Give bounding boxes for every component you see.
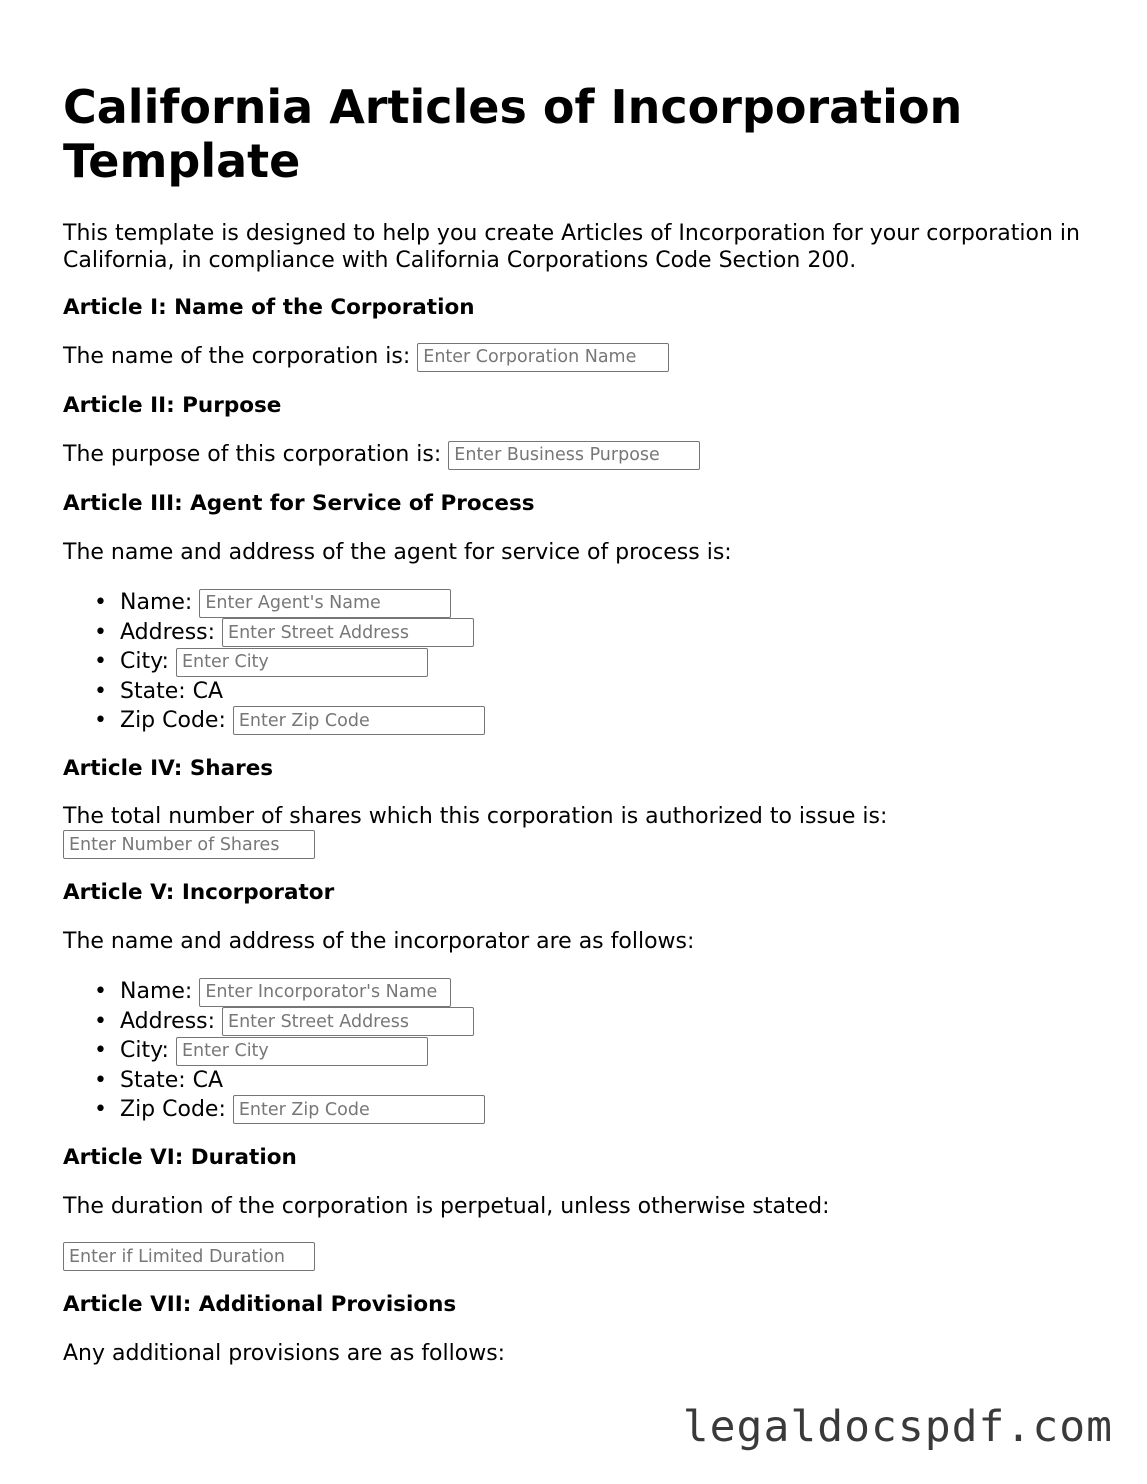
article-7-heading: Article VII: Additional Provisions: [63, 1292, 457, 1317]
agent-name-label: Name:: [120, 590, 193, 615]
agent-state-text: State: CA: [120, 678, 224, 704]
agent-zip-input[interactable]: [233, 706, 485, 735]
article-3-heading: Article III: Agent for Service of Process: [63, 491, 535, 516]
list-item: [94, 1066, 1093, 1095]
number-of-shares-input[interactable]: [63, 830, 315, 859]
article-4-label: The total number of shares which this corporation is authorized to issue is:: [63, 804, 888, 829]
bullet-icon: •: [94, 1096, 107, 1122]
bullet-icon: •: [94, 1067, 107, 1093]
watermark: legaldocspdf.com: [682, 1402, 1113, 1452]
incorporator-details-list: [63, 977, 1093, 1124]
article-2-label: The purpose of this corporation is:: [63, 442, 442, 467]
bullet-icon: •: [94, 649, 107, 674]
article-7-label: Any additional provisions are as follows:: [63, 1341, 506, 1366]
agent-details-list: [63, 588, 1093, 735]
bullet-icon: •: [94, 619, 107, 645]
incorporator-city-label: City:: [120, 1038, 169, 1063]
article-1-section: [63, 294, 1093, 372]
article-6-label: The duration of the corporation is perpetual, unless otherwise stated:: [63, 1194, 830, 1219]
list-item: [94, 706, 1093, 736]
bullet-icon: •: [94, 979, 107, 1004]
agent-city-label: City:: [120, 649, 169, 674]
article-1-heading: Article I: Name of the Corporation: [63, 295, 475, 320]
bullet-icon: •: [94, 1008, 107, 1034]
list-item: [94, 1095, 1093, 1125]
incorporator-state-text: State: CA: [120, 1067, 224, 1093]
article-1-line: [63, 342, 1093, 372]
article-2-heading: Article II: Purpose: [63, 393, 282, 418]
article-5-label: The name and address of the incorporator are as follows:: [63, 929, 695, 954]
article-5-section: [63, 879, 1093, 1124]
page-title: California Articles of Incorporation Template: [63, 80, 963, 188]
article-5-heading: Article V: Incorporator: [63, 880, 335, 905]
list-item: [94, 618, 1093, 648]
document-page: [63, 80, 1093, 1389]
list-item: [94, 647, 1093, 677]
bullet-icon: •: [94, 590, 107, 615]
agent-name-input[interactable]: [199, 589, 451, 618]
article-3-section: [63, 490, 1093, 735]
article-3-label: The name and address of the agent for service of process is:: [63, 540, 732, 565]
agent-zip-label: Zip Code:: [120, 707, 226, 733]
list-item: [94, 677, 1093, 706]
bullet-icon: •: [94, 678, 107, 704]
article-4-section: [63, 755, 1093, 859]
incorporator-name-label: Name:: [120, 979, 193, 1004]
bullet-icon: •: [94, 707, 107, 733]
business-purpose-input[interactable]: [448, 441, 700, 470]
list-item: [94, 588, 1093, 618]
list-item: [94, 1007, 1093, 1037]
incorporator-zip-input[interactable]: [233, 1095, 485, 1124]
article-2-line: [63, 440, 1093, 470]
incorporator-name-input[interactable]: [199, 978, 451, 1007]
article-1-label: The name of the corporation is:: [63, 344, 411, 369]
agent-address-input[interactable]: [222, 618, 474, 647]
incorporator-zip-label: Zip Code:: [120, 1096, 226, 1122]
incorporator-address-input[interactable]: [222, 1007, 474, 1036]
article-2-section: [63, 392, 1093, 470]
article-7-section: [63, 1291, 1093, 1369]
limited-duration-input[interactable]: [63, 1242, 315, 1271]
list-item: [94, 1036, 1093, 1066]
article-6-heading: Article VI: Duration: [63, 1145, 297, 1170]
article-4-heading: Article IV: Shares: [63, 756, 274, 781]
agent-city-input[interactable]: [176, 648, 428, 677]
article-6-section: [63, 1144, 1093, 1271]
incorporator-address-label: Address:: [120, 1008, 216, 1034]
incorporator-city-input[interactable]: [176, 1037, 428, 1066]
bullet-icon: •: [94, 1038, 107, 1063]
list-item: [94, 977, 1093, 1007]
agent-address-label: Address:: [120, 619, 216, 645]
corporation-name-input[interactable]: [417, 343, 669, 372]
intro-paragraph: This template is designed to help you create Articles of Incorporation for your corporation in California, in compliance with California Corporations Code Section 200.: [63, 221, 1080, 273]
